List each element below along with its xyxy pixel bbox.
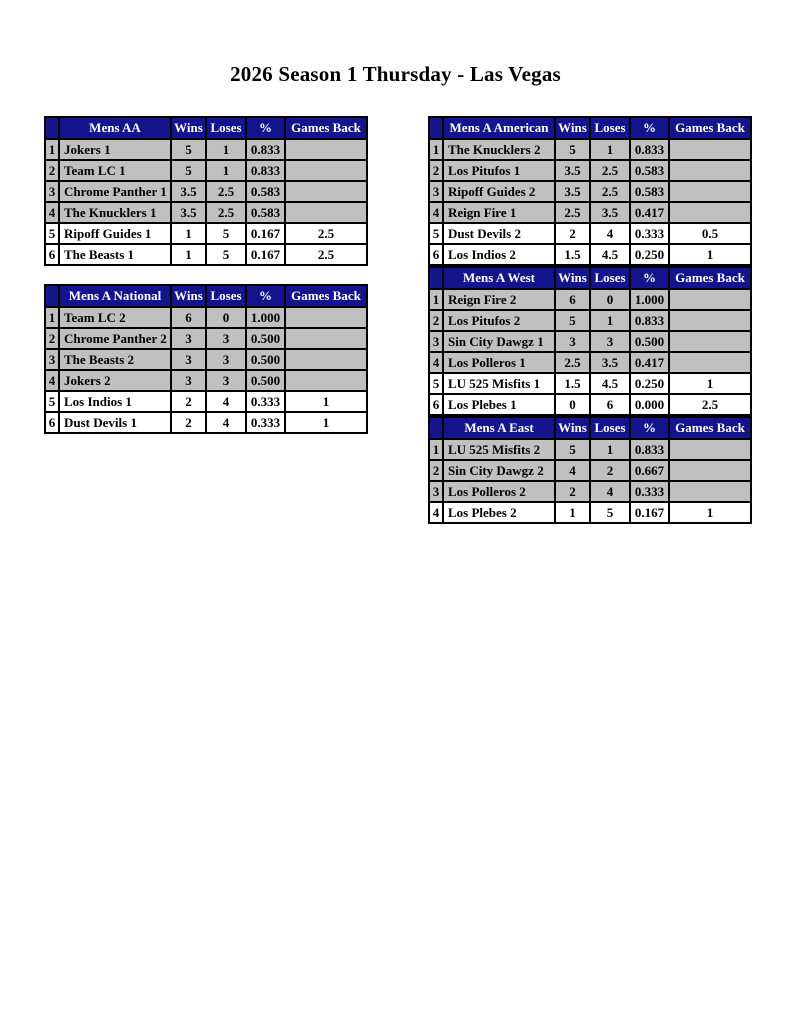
games-back-cell: [669, 202, 751, 223]
loses-cell: 3.5: [590, 202, 630, 223]
games-back-cell: [669, 181, 751, 202]
wins-cell: 1.5: [555, 373, 590, 394]
games-back-cell: [285, 202, 367, 223]
team-row: [429, 352, 751, 373]
games-back-cell: 1: [285, 391, 367, 412]
wins-cell: 3.5: [171, 181, 206, 202]
wins-cell: 2: [555, 481, 590, 502]
games-back-cell: [669, 331, 751, 352]
wins-cell: 3: [555, 331, 590, 352]
division-title: Mens AA: [59, 117, 171, 139]
loses-cell: 2.5: [206, 181, 246, 202]
team-row: [429, 502, 751, 523]
loses-cell: 1: [590, 310, 630, 331]
loses-cell: 3: [590, 331, 630, 352]
loses-cell: 1: [206, 160, 246, 181]
loses-cell: 4: [206, 391, 246, 412]
pct-cell: 1.000: [630, 289, 669, 310]
rank-cell: 2: [429, 160, 443, 181]
pct-cell: 0.583: [246, 202, 285, 223]
column-header-wins: Wins: [171, 285, 206, 307]
rank-cell: 4: [429, 202, 443, 223]
wins-cell: 2.5: [555, 352, 590, 373]
pct-cell: 0.333: [246, 391, 285, 412]
team-name-cell: Los Plebes 2: [443, 502, 555, 523]
wins-cell: 3: [171, 349, 206, 370]
team-row: [45, 349, 367, 370]
rank-cell: 4: [429, 352, 443, 373]
loses-cell: 4: [590, 223, 630, 244]
pct-cell: 0.833: [630, 439, 669, 460]
team-row: [429, 181, 751, 202]
loses-cell: 5: [206, 244, 246, 265]
team-name-cell: The Knucklers 1: [59, 202, 171, 223]
team-name-cell: Sin City Dawgz 2: [443, 460, 555, 481]
team-row: [45, 307, 367, 328]
column-header-: %: [630, 417, 669, 439]
loses-cell: 5: [590, 502, 630, 523]
team-name-cell: Ripoff Guides 2: [443, 181, 555, 202]
column-header-loses: Loses: [590, 117, 630, 139]
games-back-cell: [285, 328, 367, 349]
wins-cell: 3: [171, 328, 206, 349]
wins-cell: 3.5: [555, 181, 590, 202]
team-name-cell: Los Pitufos 1: [443, 160, 555, 181]
pct-cell: 0.333: [630, 223, 669, 244]
team-row: [429, 331, 751, 352]
team-name-cell: Los Indios 2: [443, 244, 555, 265]
wins-cell: 5: [555, 310, 590, 331]
team-row: [45, 223, 367, 244]
games-back-cell: 2.5: [669, 394, 751, 415]
team-row: [429, 223, 751, 244]
rank-cell: 5: [429, 223, 443, 244]
wins-cell: 0: [555, 394, 590, 415]
games-back-cell: [285, 139, 367, 160]
column-header-gamesback: Games Back: [669, 417, 751, 439]
rank-cell: 4: [45, 370, 59, 391]
rank-cell: 3: [45, 349, 59, 370]
loses-cell: 5: [206, 223, 246, 244]
wins-cell: 2: [171, 412, 206, 433]
wins-cell: 3: [171, 370, 206, 391]
games-back-cell: 1: [669, 373, 751, 394]
rank-cell: 6: [429, 244, 443, 265]
rank-cell: 2: [429, 460, 443, 481]
wins-cell: 2.5: [555, 202, 590, 223]
header-row: [429, 117, 751, 139]
team-row: [45, 160, 367, 181]
column-header-wins: Wins: [555, 417, 590, 439]
rank-cell: 1: [429, 439, 443, 460]
header-row: [45, 285, 367, 307]
pct-cell: 0.333: [246, 412, 285, 433]
page-title: 2026 Season 1 Thursday - Las Vegas: [230, 62, 561, 86]
column-header-: %: [246, 285, 285, 307]
rank-cell: 1: [45, 307, 59, 328]
team-row: [429, 460, 751, 481]
games-back-cell: 0.5: [669, 223, 751, 244]
loses-cell: 4: [206, 412, 246, 433]
column-header-loses: Loses: [206, 285, 246, 307]
team-row: [429, 139, 751, 160]
rank-cell: 4: [45, 202, 59, 223]
team-name-cell: Los Polleros 2: [443, 481, 555, 502]
header-row: [45, 117, 367, 139]
column-header-loses: Loses: [590, 417, 630, 439]
rank-header-cell: [45, 117, 59, 139]
standings-table-mens-a-west: [428, 266, 752, 416]
loses-cell: 3: [206, 349, 246, 370]
team-name-cell: Chrome Panther 2: [59, 328, 171, 349]
loses-cell: 3: [206, 370, 246, 391]
rank-cell: 3: [45, 181, 59, 202]
games-back-cell: 1: [669, 244, 751, 265]
team-name-cell: The Knucklers 2: [443, 139, 555, 160]
team-row: [429, 202, 751, 223]
column-header-gamesback: Games Back: [669, 267, 751, 289]
team-row: [429, 160, 751, 181]
team-name-cell: Los Plebes 1: [443, 394, 555, 415]
loses-cell: 4: [590, 481, 630, 502]
rank-cell: 3: [429, 181, 443, 202]
wins-cell: 3.5: [555, 160, 590, 181]
team-name-cell: LU 525 Misfits 2: [443, 439, 555, 460]
column-header-loses: Loses: [206, 117, 246, 139]
rank-cell: 6: [429, 394, 443, 415]
column-header-wins: Wins: [555, 267, 590, 289]
pct-cell: 0.333: [630, 481, 669, 502]
games-back-cell: [285, 181, 367, 202]
games-back-cell: 2.5: [285, 244, 367, 265]
pct-cell: 0.500: [630, 331, 669, 352]
rank-cell: 1: [429, 289, 443, 310]
pct-cell: 0.583: [630, 181, 669, 202]
rank-cell: 6: [45, 412, 59, 433]
column-header-gamesback: Games Back: [285, 285, 367, 307]
games-back-cell: 1: [285, 412, 367, 433]
team-name-cell: Ripoff Guides 1: [59, 223, 171, 244]
loses-cell: 1: [206, 139, 246, 160]
loses-cell: 4.5: [590, 373, 630, 394]
games-back-cell: [285, 370, 367, 391]
team-name-cell: Dust Devils 1: [59, 412, 171, 433]
team-row: [429, 244, 751, 265]
games-back-cell: [669, 481, 751, 502]
rank-cell: 6: [45, 244, 59, 265]
wins-cell: 5: [171, 160, 206, 181]
team-row: [429, 394, 751, 415]
pct-cell: 0.583: [246, 181, 285, 202]
team-row: [45, 391, 367, 412]
column-header-gamesback: Games Back: [285, 117, 367, 139]
team-name-cell: LU 525 Misfits 1: [443, 373, 555, 394]
rank-cell: 2: [429, 310, 443, 331]
team-name-cell: Team LC 2: [59, 307, 171, 328]
division-title: Mens A American: [443, 117, 555, 139]
rank-header-cell: [45, 285, 59, 307]
column-header-gamesback: Games Back: [669, 117, 751, 139]
standings-table-mens-a-national: [44, 284, 368, 434]
team-row: [45, 412, 367, 433]
wins-cell: 5: [171, 139, 206, 160]
rank-cell: 1: [45, 139, 59, 160]
pct-cell: 0.833: [246, 139, 285, 160]
team-row: [429, 289, 751, 310]
team-row: [45, 139, 367, 160]
team-name-cell: Chrome Panther 1: [59, 181, 171, 202]
wins-cell: 3.5: [171, 202, 206, 223]
pct-cell: 0.667: [630, 460, 669, 481]
rank-header-cell: [429, 117, 443, 139]
division-title: Mens A National: [59, 285, 171, 307]
loses-cell: 2: [590, 460, 630, 481]
rank-cell: 3: [429, 481, 443, 502]
rank-cell: 1: [429, 139, 443, 160]
games-back-cell: 2.5: [285, 223, 367, 244]
team-row: [45, 328, 367, 349]
rank-cell: 5: [45, 223, 59, 244]
loses-cell: 1: [590, 439, 630, 460]
standings-table-mens-aa: [44, 116, 368, 266]
games-back-cell: [285, 307, 367, 328]
wins-cell: 5: [555, 139, 590, 160]
games-back-cell: [669, 289, 751, 310]
team-name-cell: Reign Fire 1: [443, 202, 555, 223]
pct-cell: 0.250: [630, 373, 669, 394]
rank-cell: 5: [45, 391, 59, 412]
team-row: [45, 181, 367, 202]
team-row: [429, 310, 751, 331]
column-header-wins: Wins: [555, 117, 590, 139]
team-row: [429, 373, 751, 394]
wins-cell: 4: [555, 460, 590, 481]
division-title: Mens A West: [443, 267, 555, 289]
pct-cell: 0.250: [630, 244, 669, 265]
column-header-wins: Wins: [171, 117, 206, 139]
games-back-cell: 1: [669, 502, 751, 523]
team-name-cell: The Beasts 2: [59, 349, 171, 370]
games-back-cell: [669, 310, 751, 331]
pct-cell: 0.833: [246, 160, 285, 181]
rank-header-cell: [429, 417, 443, 439]
pct-cell: 0.000: [630, 394, 669, 415]
pct-cell: 0.500: [246, 328, 285, 349]
standings-table-mens-a-east: [428, 416, 752, 524]
standings-table-mens-a-american: [428, 116, 752, 266]
team-row: [429, 481, 751, 502]
wins-cell: 5: [555, 439, 590, 460]
team-row: [429, 439, 751, 460]
rank-cell: 2: [45, 160, 59, 181]
pct-cell: 0.833: [630, 310, 669, 331]
loses-cell: 6: [590, 394, 630, 415]
wins-cell: 1: [171, 244, 206, 265]
team-name-cell: Team LC 1: [59, 160, 171, 181]
loses-cell: 0: [590, 289, 630, 310]
pct-cell: 0.167: [630, 502, 669, 523]
column-header-loses: Loses: [590, 267, 630, 289]
team-name-cell: Jokers 2: [59, 370, 171, 391]
wins-cell: 1: [171, 223, 206, 244]
rank-cell: 5: [429, 373, 443, 394]
team-row: [45, 244, 367, 265]
pct-cell: 0.583: [630, 160, 669, 181]
wins-cell: 1: [555, 502, 590, 523]
team-name-cell: The Beasts 1: [59, 244, 171, 265]
wins-cell: 2: [171, 391, 206, 412]
team-row: [45, 370, 367, 391]
loses-cell: 2.5: [590, 160, 630, 181]
rank-cell: 4: [429, 502, 443, 523]
team-name-cell: Los Indios 1: [59, 391, 171, 412]
loses-cell: 3.5: [590, 352, 630, 373]
loses-cell: 0: [206, 307, 246, 328]
pct-cell: 0.833: [630, 139, 669, 160]
pct-cell: 0.167: [246, 244, 285, 265]
pct-cell: 1.000: [246, 307, 285, 328]
games-back-cell: [285, 349, 367, 370]
pct-cell: 0.417: [630, 202, 669, 223]
team-name-cell: Los Polleros 1: [443, 352, 555, 373]
pct-cell: 0.500: [246, 370, 285, 391]
team-name-cell: Dust Devils 2: [443, 223, 555, 244]
games-back-cell: [669, 139, 751, 160]
games-back-cell: [285, 160, 367, 181]
loses-cell: 2.5: [206, 202, 246, 223]
wins-cell: 6: [171, 307, 206, 328]
rank-cell: 3: [429, 331, 443, 352]
games-back-cell: [669, 160, 751, 181]
games-back-cell: [669, 439, 751, 460]
rank-cell: 2: [45, 328, 59, 349]
header-row: [429, 267, 751, 289]
pct-cell: 0.417: [630, 352, 669, 373]
rank-header-cell: [429, 267, 443, 289]
team-row: [45, 202, 367, 223]
loses-cell: 4.5: [590, 244, 630, 265]
wins-cell: 6: [555, 289, 590, 310]
wins-cell: 2: [555, 223, 590, 244]
wins-cell: 1.5: [555, 244, 590, 265]
team-name-cell: Los Pitufos 2: [443, 310, 555, 331]
team-name-cell: Sin City Dawgz 1: [443, 331, 555, 352]
pct-cell: 0.167: [246, 223, 285, 244]
team-name-cell: Jokers 1: [59, 139, 171, 160]
division-title: Mens A East: [443, 417, 555, 439]
team-name-cell: Reign Fire 2: [443, 289, 555, 310]
pct-cell: 0.500: [246, 349, 285, 370]
games-back-cell: [669, 460, 751, 481]
column-header-: %: [630, 117, 669, 139]
column-header-: %: [246, 117, 285, 139]
column-header-: %: [630, 267, 669, 289]
loses-cell: 3: [206, 328, 246, 349]
header-row: [429, 417, 751, 439]
loses-cell: 2.5: [590, 181, 630, 202]
games-back-cell: [669, 352, 751, 373]
loses-cell: 1: [590, 139, 630, 160]
